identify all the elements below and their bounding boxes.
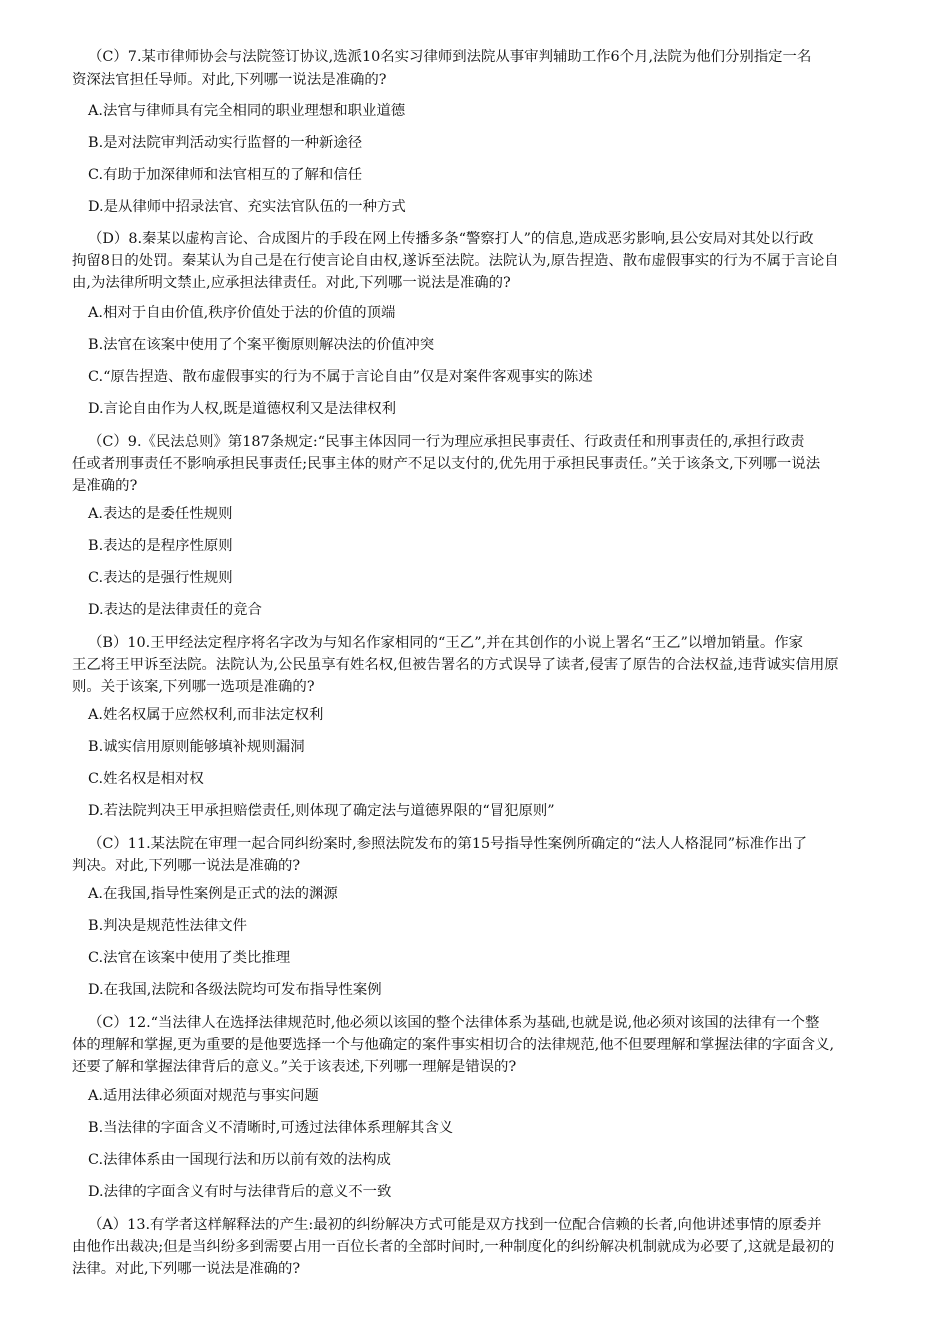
question-13-line-2: 由他作出裁决;但是当纠纷多到需要占用一百位长者的全部时间时,一种制度化的纠纷解决机制就成为必要了,这就是最初的 (72, 1239, 835, 1255)
question-9-option-c: C.表达的是强行性规则 (88, 570, 233, 586)
question-8-line-3: 由,为法律所明文禁止,应承担法律责任。对此,下列哪一说法是准确的? (72, 275, 511, 291)
question-8-option-b: B.法官在该案中使用了个案平衡原则解决法的价值冲突 (88, 337, 435, 353)
question-10-line-3: 则。关于该案,下列哪一选项是准确的? (72, 679, 315, 695)
question-10-option-c: C.姓名权是相对权 (88, 771, 204, 787)
question-11-line-2: 判决。对此,下列哪一说法是准确的? (72, 858, 301, 874)
question-8-option-d: D.言论自由作为人权,既是道德权利又是法律权利 (88, 401, 396, 417)
question-11-option-b: B.判决是规范性法律文件 (88, 918, 248, 934)
question-11-option-a: A.在我国,指导性案例是正式的法的渊源 (88, 886, 338, 902)
question-10-option-b: B.诚实信用原则能够填补规则漏洞 (88, 739, 305, 755)
question-12-option-d: D.法律的字面含义有时与法律背后的意义不一致 (88, 1184, 392, 1200)
question-13-line-3: 法律。对此,下列哪一说法是准确的? (72, 1261, 301, 1277)
question-10-option-d: D.若法院判决王甲承担赔偿责任,则体现了确定法与道德界限的“冒犯原则” (88, 803, 555, 819)
question-9-option-b: B.表达的是程序性原则 (88, 538, 233, 554)
question-7-option-b: B.是对法院审判活动实行监督的一种新途径 (88, 135, 363, 151)
question-9-option-d: D.表达的是法律责任的竞合 (88, 602, 262, 618)
question-9-line-1: （C）9.《民法总则》第187条规定:“民事主体因同一行为理应承担民事责任、行政责任和刑事责任的,承担行政责 (88, 434, 805, 450)
question-9-line-3: 是准确的? (72, 478, 138, 494)
question-11-option-c: C.法官在该案中使用了类比推理 (88, 950, 291, 966)
question-12-option-c: C.法律体系由一国现行法和历以前有效的法构成 (88, 1152, 391, 1168)
question-7-line-2: 资深法官担任导师。对此,下列哪一说法是准确的? (72, 72, 387, 88)
question-7-option-c: C.有助于加深律师和法官相互的了解和信任 (88, 167, 363, 183)
question-12-option-a: A.适用法律必须面对规范与事实问题 (88, 1088, 319, 1104)
question-7-line-1: （C）7.某市律师协会与法院签订协议,选派10名实习律师到法院从事审判辅助工作6个月,法院为他们分别指定一名 (88, 49, 812, 65)
question-13-line-1: （A）13.有学者这样解释法的产生:最初的纠纷解决方式可能是双方找到一位配合信赖的长者,向他讲述事情的原委并 (88, 1217, 822, 1233)
question-8-option-a: A.相对于自由价值,秩序价值处于法的价值的顶端 (88, 305, 396, 321)
question-11-line-1: （C）11.某法院在审理一起合同纠纷案时,参照法院发布的第15号指导性案例所确定的“法人人格混同”标准作出了 (88, 836, 808, 852)
question-7-option-d: D.是从律师中招录法官、充实法官队伍的一种方式 (88, 199, 406, 215)
question-12-line-3: 还要了解和掌握法律背后的意义。”关于该表述,下列哪一理解是错误的? (72, 1059, 517, 1075)
question-9-option-a: A.表达的是委任性规则 (88, 506, 233, 522)
question-12-line-1: （C）12.“当法律人在选择法律规范时,他必须以该国的整个法律体系为基础,也就是说,他必须对该国的法律有一个整 (88, 1015, 820, 1031)
question-8-line-1: （D）8.秦某以虚构言论、合成图片的手段在网上传播多条“警察打人”的信息,造成恶劣影响,县公安局对其处以行政 (88, 231, 814, 247)
question-8-line-2: 拘留8日的处罚。秦某认为自己是在行使言论自由权,遂诉至法院。法院认为,原告捏造、散布虚假事实的行为不属于言论自 (72, 253, 839, 269)
question-10-option-a: A.姓名权属于应然权利,而非法定权利 (88, 707, 324, 723)
question-7-option-a: A.法官与律师具有完全相同的职业理想和职业道德 (88, 103, 406, 119)
question-8-option-c: C.“原告捏造、散布虚假事实的行为不属于言论自由”仅是对案件客观事实的陈述 (88, 369, 593, 385)
question-11-option-d: D.在我国,法院和各级法院均可发布指导性案例 (88, 982, 382, 998)
question-9-line-2: 任或者刑事责任不影响承担民事责任;民事主体的财产不足以支付的,优先用于承担民事责任。”关于该条文,下列哪一说法 (72, 456, 821, 472)
question-12-option-b: B.当法律的字面含义不清晰时,可透过法律体系理解其含义 (88, 1120, 454, 1136)
question-12-line-2: 体的理解和掌握,更为重要的是他要选择一个与他确定的案件事实相切合的法律规范,他不但要理解和掌握法律的字面含义, (72, 1037, 835, 1053)
question-10-line-2: 王乙将王甲诉至法院。法院认为,公民虽享有姓名权,但被告署名的方式误导了读者,侵害了原告的合法权益,违背诚实信用原 (72, 657, 839, 673)
question-10-line-1: （B）10.王甲经法定程序将名字改为与知名作家相同的“王乙”,并在其创作的小说上署名“王乙”以增加销量。作家 (88, 635, 804, 651)
